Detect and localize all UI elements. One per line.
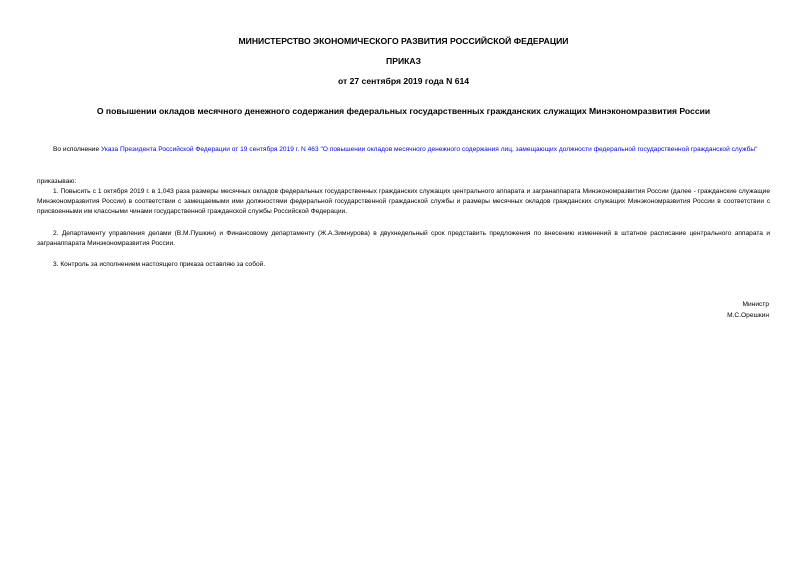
- preamble-paragraph: [37, 145, 770, 155]
- document-title: О повышении окладов месячного денежного содержания федеральных государственных гражданских служащих Минэкономразвития России: [96, 106, 711, 116]
- document-type: ПРИКАЗ: [386, 56, 421, 66]
- signatory-position: Министр: [742, 301, 769, 308]
- order-item-1: 1. Повысить с 1 октября 2019 г. в 1,043 раза размеры месячных окладов федеральных государственных гражданских служащих центрального аппарата и загранаппарата Минэкономразвития России (далее - гражданские служащие Минэкономразвития России) в соответствии с замещаемыми ими должностями федеральной государственной гражданской службы и размеры месячных окладов гражданских служащих Минэкономразвития России в соответствии с присвоенными им классными чинами государственной гражданской службы Российской Федерации.: [37, 188, 770, 215]
- document-date: от 27 сентября 2019 года N 614: [337, 76, 470, 86]
- order-item-3: 3. Контроль за исполнением настоящего приказа оставляю за собой.: [53, 261, 266, 268]
- signatory-name: М.С.Орешкин: [727, 312, 769, 319]
- preamble-prefix: Во исполнение: [53, 146, 101, 153]
- decree-word: приказываю:: [37, 178, 77, 185]
- ministry-name: МИНИСТЕРСТВО ЭКОНОМИЧЕСКОГО РАЗВИТИЯ РОССИЙСКОЙ ФЕДЕРАЦИИ: [238, 36, 569, 46]
- presidential-decree-link[interactable]: Указа Президента Российской Федерации от 19 сентября 2019 г. N 463 "О повышении окладов месячного денежного содержания лиц, замещающих должности федеральной государственной гражданской службы": [100, 146, 758, 153]
- order-item-2: 2. Департаменту управления делами (В.М.Пушкин) и Финансовому департаменту (Ж.А.Зимнурова) в двухнедельный срок представить предложения по внесению изменений в штатное расписание центрального аппарата и загранаппарата Минэкономразвития России.: [37, 230, 770, 247]
